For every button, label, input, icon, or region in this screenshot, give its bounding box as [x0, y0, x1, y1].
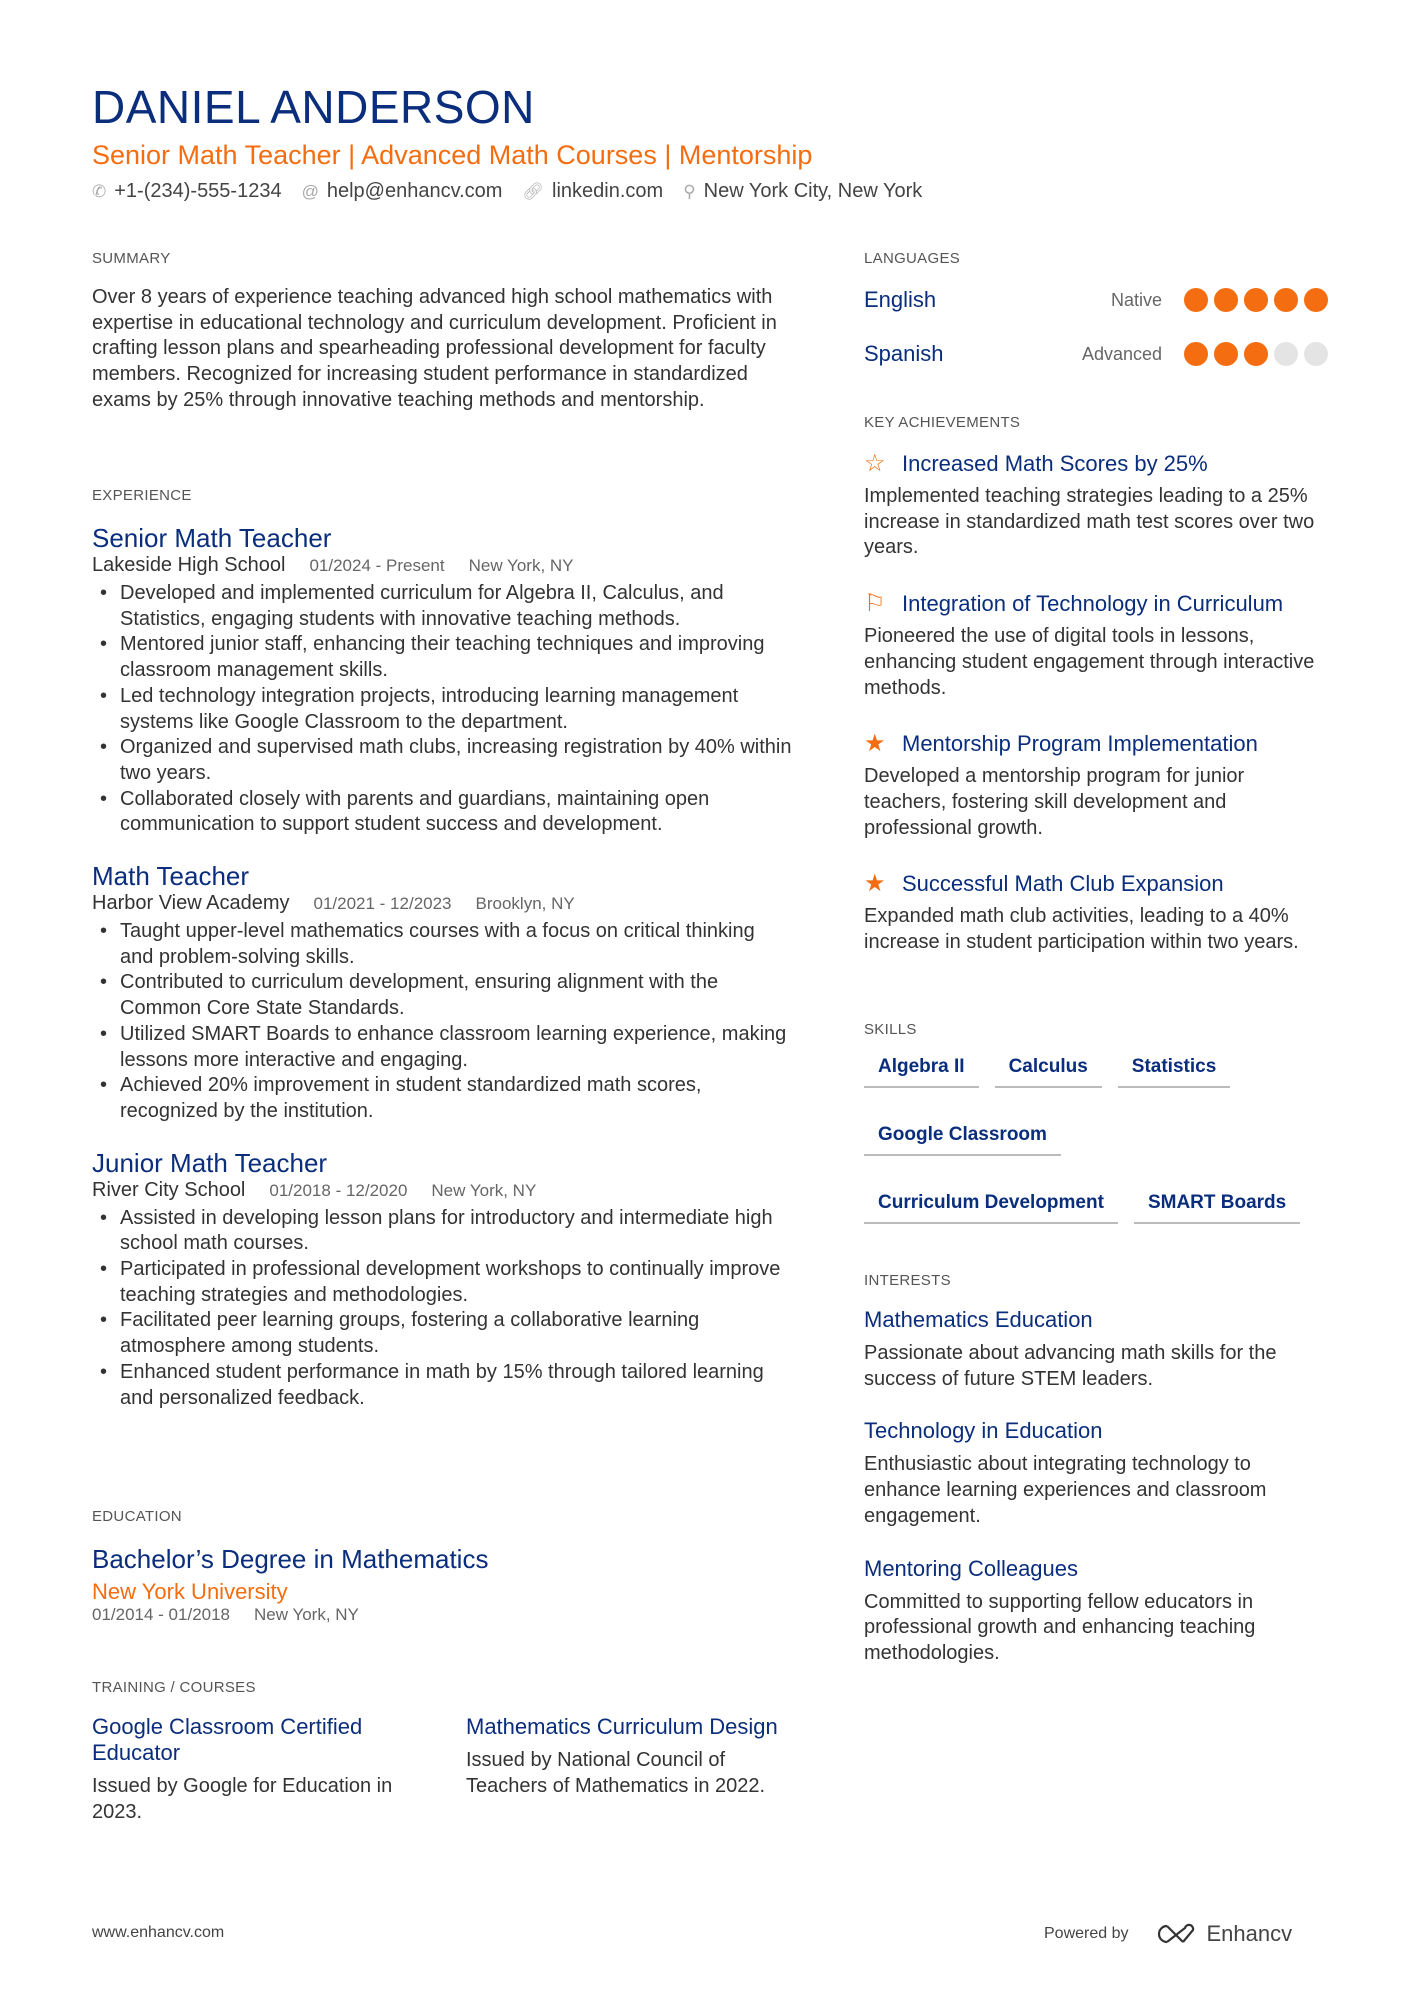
bullet: • Enhanced student performance in math by 15% through tailored learning and personalized feedback. — [92, 1360, 792, 1411]
job-location: New York, NY — [468, 556, 574, 575]
edu-location: New York, NY — [254, 1605, 359, 1624]
job-entry — [92, 522, 792, 838]
job-dates: 01/2024 - Present — [309, 556, 445, 575]
linkedin[interactable]: 🔗︎ linkedin.com — [522, 180, 664, 202]
job-meta — [92, 1179, 792, 1202]
bullet: • Organized and supervised math clubs, increasing registration by 40% within two years. — [92, 735, 792, 786]
skill-tag: Google Classroom — [864, 1116, 1061, 1156]
candidate-name: DANIEL ANDERSON — [92, 81, 535, 133]
rating-dot-filled — [1304, 288, 1328, 312]
at-icon: @ — [301, 182, 319, 201]
achievement-title: Mentorship Program Implementation — [902, 730, 1258, 756]
achievement-title: Integration of Technology in Curriculum — [902, 590, 1284, 616]
language-row — [864, 327, 1328, 381]
job-title: Senior Math Teacher — [92, 523, 332, 553]
interest-desc: Passionate about advancing math skills for the success of future STEM leaders. — [864, 1342, 1277, 1390]
bullet: • Contributed to curriculum development, ensuring alignment with the Common Core State Standards. — [92, 970, 792, 1021]
bullet: • Facilitated peer learning groups, fostering a collaborative learning atmosphere among students. — [92, 1308, 792, 1359]
job-meta — [92, 892, 792, 915]
rating-dot-filled — [1184, 288, 1208, 312]
bullet: • Mentored junior staff, enhancing their teaching techniques and improving classroom management skills. — [92, 632, 792, 683]
language-row — [864, 273, 1328, 327]
achievement — [864, 449, 1328, 561]
languages-section — [864, 250, 1328, 381]
bullet: • Led technology integration projects, introducing learning management systems like Google Classroom to the department. — [92, 684, 792, 735]
summary-text: Over 8 years of experience teaching advanced high school mathematics with expertise in educational technology and curriculum development. Proficient in crafting lesson plans and spearheading professional development for faculty members. Recognized for increasing student performance in standardized exams by 25% through innovative teaching methods and mentorship. — [92, 286, 777, 411]
education-section — [92, 1508, 792, 1629]
interest — [864, 1307, 1328, 1392]
skill-tag: Calculus — [995, 1048, 1102, 1088]
bullet: • Collaborated closely with parents and guardians, maintaining open communication to support student success and development. — [92, 787, 792, 838]
footer-site[interactable]: www.enhancv.com — [92, 1924, 225, 1941]
company: River City School — [92, 1178, 246, 1201]
language-level: Advanced — [1081, 343, 1162, 364]
enhancv-logo-icon — [1153, 1922, 1199, 1946]
interests-section — [864, 1272, 1328, 1693]
star-icon: ★ — [864, 730, 886, 758]
location: ⚲ New York City, New York — [683, 180, 923, 202]
summary-section — [92, 250, 792, 414]
rating-dot-filled — [1214, 342, 1238, 366]
job-bullets — [92, 919, 792, 1125]
rating-dot-filled — [1244, 342, 1268, 366]
job-location: Brooklyn, NY — [475, 894, 575, 914]
rating-dot-filled — [1214, 288, 1238, 312]
achievement — [864, 589, 1328, 701]
school: New York University — [92, 1579, 288, 1604]
achievement-desc: Pioneered the use of digital tools in lessons, enhancing student engagement through interactive methods. — [864, 625, 1315, 699]
bullet: • Developed and implemented curriculum for Algebra II, Calculus, and Statistics, engaging students with innovative teaching methods. — [92, 581, 792, 632]
section-heading: SKILLS — [864, 1021, 917, 1038]
job-entry — [92, 860, 792, 1125]
section-heading: KEY ACHIEVEMENTS — [864, 414, 1021, 431]
achievement-title-row — [864, 869, 1328, 898]
achievements-section — [864, 414, 1328, 984]
interest-title: Mathematics Education — [864, 1307, 1093, 1332]
skill-tag: Curriculum Development — [864, 1184, 1118, 1224]
rating-dot-empty — [1304, 342, 1328, 366]
language-name: English — [864, 287, 937, 312]
achievement-title: Successful Math Club Expansion — [902, 870, 1224, 896]
rating-dot-filled — [1274, 288, 1298, 312]
skill-tag: Algebra II — [864, 1048, 979, 1088]
job-bullets — [92, 1206, 792, 1412]
training-section — [92, 1679, 792, 1825]
job-title: Junior Math Teacher — [92, 1147, 328, 1178]
experience-section — [92, 487, 792, 1433]
star-icon: ★ — [864, 870, 886, 898]
achievement-desc: Developed a mentorship program for junior teachers, fostering skill development and professional growth. — [864, 765, 1245, 839]
rating-dot-empty — [1274, 342, 1298, 366]
achievement-title-row — [864, 589, 1328, 618]
bullet: • Assisted in developing lesson plans for introductory and intermediate high school math courses. — [92, 1206, 792, 1257]
achievement-title-row — [864, 729, 1328, 758]
section-heading: SUMMARY — [92, 250, 171, 267]
interest-title: Technology in Education — [864, 1418, 1103, 1444]
bullet: • Utilized SMART Boards to enhance classroom learning experience, making lessons more interactive and engaging. — [92, 1022, 792, 1073]
job-bullets — [92, 581, 792, 838]
edu-dates: 01/2014 - 01/2018 — [92, 1605, 231, 1624]
company: Harbor View Academy — [92, 892, 290, 915]
language-name: Spanish — [864, 341, 944, 366]
phone-icon: ✆ — [92, 182, 107, 201]
achievement — [864, 729, 1328, 841]
email[interactable]: @ help@enhancv.com — [301, 180, 503, 202]
location-pin-icon: ⚲ — [683, 182, 696, 201]
achievement-desc: Implemented teaching strategies leading to a 25% increase in standardized math test scores over two years. — [864, 485, 1315, 559]
course-title: Mathematics Curriculum Design — [466, 1714, 778, 1739]
rating-dot-filled — [1184, 342, 1208, 366]
flag-icon: ⚐ — [864, 590, 886, 618]
candidate-title: Senior Math Teacher | Advanced Math Courses | Mentorship — [92, 140, 813, 170]
job-dates: 01/2021 - 12/2023 — [313, 894, 452, 914]
section-heading: INTERESTS — [864, 1272, 951, 1289]
bullet: • Taught upper-level mathematics courses with a focus on critical thinking and problem-solving skills. — [92, 919, 792, 970]
star-half-icon: ☆ — [864, 450, 886, 477]
job-title: Math Teacher — [92, 861, 250, 892]
job-location: New York, NY — [431, 1180, 537, 1200]
skill-tag: SMART Boards — [1134, 1184, 1300, 1224]
interest — [864, 1418, 1328, 1529]
course-title: Google Classroom Certified Educator — [92, 1714, 363, 1765]
degree: Bachelor’s Degree in Mathematics — [92, 1544, 489, 1574]
rating-dot-filled — [1244, 288, 1268, 312]
job-dates: 01/2018 - 12/2020 — [269, 1180, 408, 1200]
skills-section — [864, 1021, 1328, 1224]
section-heading: EXPERIENCE — [92, 487, 192, 504]
training-item — [92, 1714, 418, 1825]
interest-desc: Enthusiastic about integrating technology to enhance learning experiences and classroom engagement. — [864, 1453, 1267, 1527]
job-entry — [92, 1147, 792, 1412]
interest-desc: Committed to supporting fellow educators in professional growth and enhancing teaching methodologies. — [864, 1590, 1256, 1664]
section-heading: EDUCATION — [92, 1508, 182, 1525]
powered-by: Powered by — [1044, 1925, 1129, 1942]
link-icon: 🔗︎ — [522, 182, 545, 201]
language-level: Native — [1110, 289, 1162, 310]
achievement-title: Increased Math Scores by 25% — [902, 450, 1208, 476]
course-desc: Issued by National Council of Teachers of Mathematics in 2022. — [466, 1749, 766, 1797]
course-desc: Issued by Google for Education in 2023. — [92, 1775, 393, 1823]
interest-title: Mentoring Colleagues — [864, 1555, 1079, 1581]
section-heading: TRAINING / COURSES — [92, 1679, 256, 1696]
skill-tag: Statistics — [1118, 1048, 1230, 1088]
brand-name: Enhancv — [1206, 1921, 1293, 1946]
bullet: • Achieved 20% improvement in student standardized math scores, recognized by the institution. — [92, 1073, 792, 1124]
achievement — [864, 869, 1328, 955]
section-heading: LANGUAGES — [864, 250, 961, 267]
footer-brand — [1044, 1921, 1292, 1947]
interest — [864, 1556, 1328, 1667]
achievement-desc: Expanded math club activities, leading to a 40% increase in student participation within two years. — [864, 905, 1299, 954]
company: Lakeside High School — [92, 554, 286, 576]
achievement-title-row — [864, 449, 1328, 478]
contact-row — [92, 180, 922, 203]
phone: ✆ +1-(234)-555-1234 — [92, 180, 282, 202]
job-meta — [92, 554, 792, 577]
bullet: • Participated in professional development workshops to continually improve teaching strategies and methodologies. — [92, 1257, 792, 1308]
training-item — [466, 1714, 792, 1825]
